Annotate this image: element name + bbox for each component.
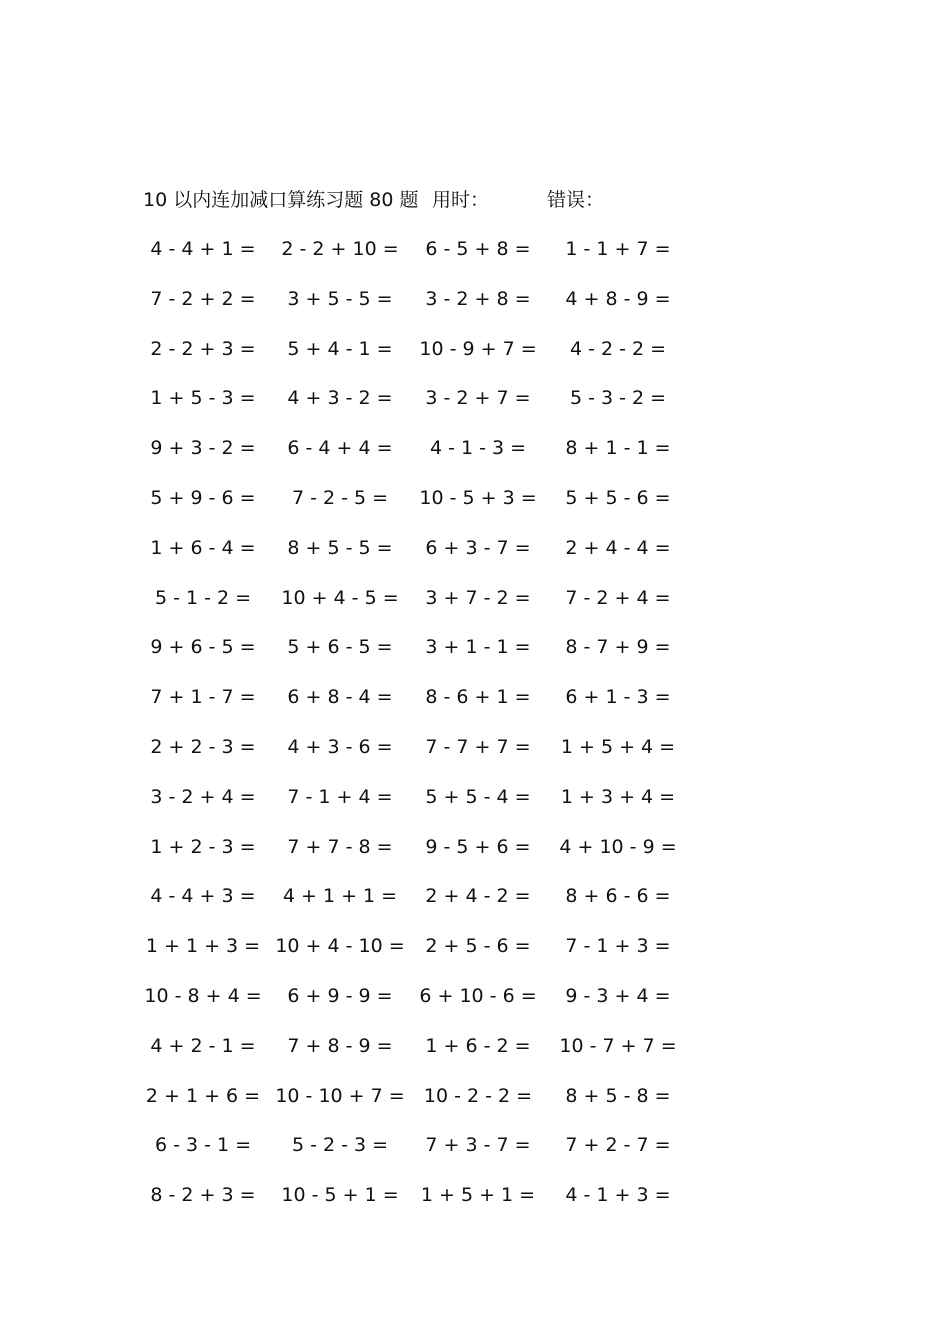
problem-item: 7 + 1 - 7 = [150,686,256,709]
problem-item: 5 + 4 - 1 = [287,337,393,360]
problem-item: 6 - 5 + 8 = [425,238,531,260]
problem-item: 8 - 6 + 1 = [425,686,531,709]
problem-item: 1 - 1 + 7 = [565,238,671,260]
problem-item: 4 + 1 + 1 = [282,885,398,908]
time-used-label: 用时： [432,189,490,211]
problem-item: 6 + 1 - 3 = [565,686,671,709]
problem-item: 8 + 5 - 5 = [287,536,393,559]
problem-row [0,334,950,384]
problem-row [0,1081,950,1131]
problem-item: 1 + 5 + 1 = [420,1184,536,1207]
problem-row [0,234,950,284]
problem-item: 2 - 2 + 10 = [281,238,399,260]
problem-item: 7 - 1 + 4 = [287,785,393,808]
problem-item: 6 + 3 - 7 = [425,536,531,559]
problem-item: 9 - 5 + 6 = [425,835,531,858]
worksheet-title: 10 以内连加减口算练习题 80 题 [143,189,419,211]
problem-item: 3 - 2 + 8 = [425,287,531,310]
problem-item: 5 + 5 - 6 = [565,486,671,509]
problem-row [0,981,950,1031]
problem-item: 10 - 7 + 7 = [559,1034,677,1057]
problem-item: 7 + 7 - 8 = [287,835,393,858]
problem-row [0,433,950,483]
problem-item: 4 + 10 - 9 = [559,835,677,858]
problem-item: 1 + 5 + 4 = [560,735,676,758]
problem-item: 4 - 1 - 3 = [429,437,527,460]
problem-item: 9 + 3 - 2 = [150,437,256,460]
problem-row [0,632,950,682]
problem-item: 10 - 8 + 4 = [144,984,262,1007]
problem-item: 6 + 8 - 4 = [287,686,393,709]
errors-label: 错误： [547,189,605,211]
problem-item: 2 - 2 + 3 = [150,337,256,360]
problem-row [0,881,950,931]
problem-item: 4 - 2 - 2 = [569,337,667,360]
problem-item: 1 + 3 + 4 = [560,785,676,808]
problem-row [0,782,950,832]
problem-item: 1 + 6 - 2 = [425,1034,531,1057]
problem-item: 6 - 3 - 1 = [154,1134,252,1157]
problem-item: 9 - 3 + 4 = [565,984,671,1007]
problem-row [0,533,950,583]
problem-row [0,732,950,782]
problem-item: 7 - 7 + 7 = [425,735,531,758]
problem-item: 8 + 1 - 1 = [565,437,671,460]
problem-item: 9 + 6 - 5 = [150,636,256,659]
problem-row [0,284,950,334]
problem-item: 10 - 9 + 7 = [419,337,537,360]
problem-item: 10 - 5 + 1 = [281,1184,399,1207]
problem-item: 8 - 2 + 3 = [150,1184,256,1207]
problem-item: 10 - 5 + 3 = [419,486,537,509]
problem-item: 3 + 7 - 2 = [425,586,531,609]
problem-item: 2 + 5 - 6 = [425,935,531,958]
problem-row [0,1031,950,1081]
problem-item: 5 + 9 - 6 = [150,486,256,509]
problem-row [0,583,950,633]
problem-item: 4 - 4 + 3 = [150,885,256,908]
problem-item: 6 + 9 - 9 = [287,984,393,1007]
problem-item: 5 - 1 - 2 = [154,586,252,609]
problem-row [0,931,950,981]
problem-item: 8 + 6 - 6 = [565,885,671,908]
problem-item: 5 + 6 - 5 = [287,636,393,659]
problem-item: 8 + 5 - 8 = [565,1084,671,1107]
problem-item: 7 - 1 + 3 = [565,935,671,958]
problem-item: 5 - 3 - 2 = [569,387,667,410]
problem-item: 10 + 4 - 5 = [281,586,399,609]
problem-item: 3 - 2 + 7 = [425,387,531,410]
problem-item: 2 + 2 - 3 = [150,735,256,758]
problem-item: 1 + 2 - 3 = [150,835,256,858]
problem-item: 4 + 8 - 9 = [565,287,671,310]
problem-item: 4 - 4 + 1 = [150,238,256,260]
problem-item: 5 - 2 - 3 = [291,1134,389,1157]
problem-item: 3 + 5 - 5 = [287,287,393,310]
problem-item: 10 + 4 - 10 = [275,935,405,958]
problem-item: 7 + 3 - 7 = [425,1134,531,1157]
problem-item: 6 - 4 + 4 = [287,437,393,460]
problem-item: 2 + 1 + 6 = [145,1084,261,1107]
problem-item: 8 - 7 + 9 = [565,636,671,659]
problem-item: 7 - 2 - 5 = [291,486,389,509]
problem-item: 3 + 1 - 1 = [425,636,531,659]
problem-row [0,1180,950,1230]
problem-row [0,483,950,533]
problem-item: 7 + 8 - 9 = [287,1034,393,1057]
problem-item: 7 + 2 - 7 = [565,1134,671,1157]
problem-item: 10 - 10 + 7 = [275,1084,405,1107]
problem-item: 3 - 2 + 4 = [150,785,256,808]
problem-item: 1 + 1 + 3 = [145,935,261,958]
problem-item: 2 + 4 - 2 = [425,885,531,908]
problem-item: 6 + 10 - 6 = [419,984,537,1007]
problem-item: 1 + 5 - 3 = [150,387,256,410]
problem-item: 1 + 6 - 4 = [150,536,256,559]
problem-row [0,1130,950,1180]
problem-item: 4 + 3 - 6 = [287,735,393,758]
problem-item: 5 + 5 - 4 = [425,785,531,808]
problem-row [0,832,950,882]
problem-item: 4 + 3 - 2 = [287,387,393,410]
problem-item: 10 - 2 - 2 = [423,1084,533,1107]
problem-grid [0,234,950,1230]
problem-row [0,383,950,433]
problem-item: 7 - 2 + 2 = [150,287,256,310]
problem-row [0,682,950,732]
problem-item: 7 - 2 + 4 = [565,586,671,609]
problem-item: 4 - 1 + 3 = [565,1184,671,1207]
problem-item: 4 + 2 - 1 = [150,1034,256,1057]
problem-item: 2 + 4 - 4 = [565,536,671,559]
